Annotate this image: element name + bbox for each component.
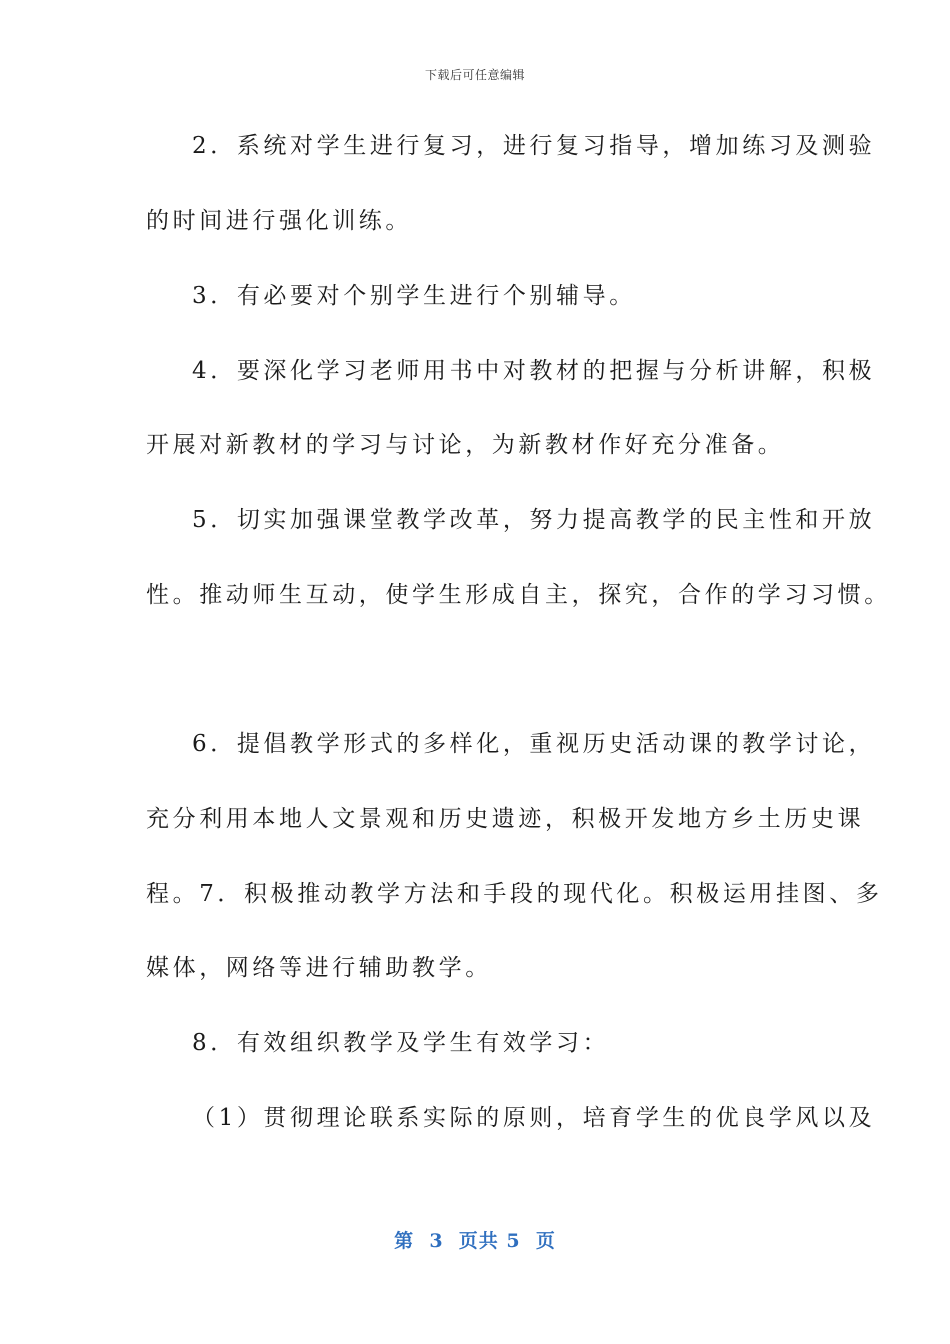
paragraph-line: 2．系统对学生进行复习，进行复习指导，增加练习及测验 [192, 133, 876, 159]
page-number-footer: 第 3 页共 5 页 [394, 1230, 556, 1252]
paragraph-line: 开展对新教材的学习与讨论，为新教材作好充分准备。 [146, 432, 785, 458]
paragraph-line: 媒体，网络等进行辅助教学。 [146, 955, 492, 981]
paragraph-line: 充分利用本地人文景观和历史遗迹，积极开发地方乡土历史课 [146, 806, 865, 832]
paragraph-line: （1）贯彻理论联系实际的原则，培育学生的优良学风以及 [192, 1105, 876, 1131]
paragraph-line: 5．切实加强课堂教学改革，努力提高教学的民主性和开放 [192, 507, 876, 533]
paragraph-line: 程。7．积极推动教学方法和手段的现代化。积极运用挂图、多 [146, 881, 883, 907]
paragraph-line: 性。推动师生互动，使学生形成自主，探究，合作的学习习惯。 [146, 582, 891, 608]
paragraph-line: 4．要深化学习老师用书中对教材的把握与分析讲解，积极 [192, 358, 876, 384]
paragraph-line: 8．有效组织教学及学生有效学习： [192, 1030, 610, 1056]
paragraph-line: 6．提倡教学形式的多样化，重视历史活动课的教学讨论， [192, 731, 876, 757]
paragraph-line: 3．有必要对个别学生进行个别辅导。 [192, 283, 636, 309]
paragraph-line: 的时间进行强化训练。 [146, 208, 412, 234]
page-header: 下载后可任意编辑 [424, 68, 525, 82]
